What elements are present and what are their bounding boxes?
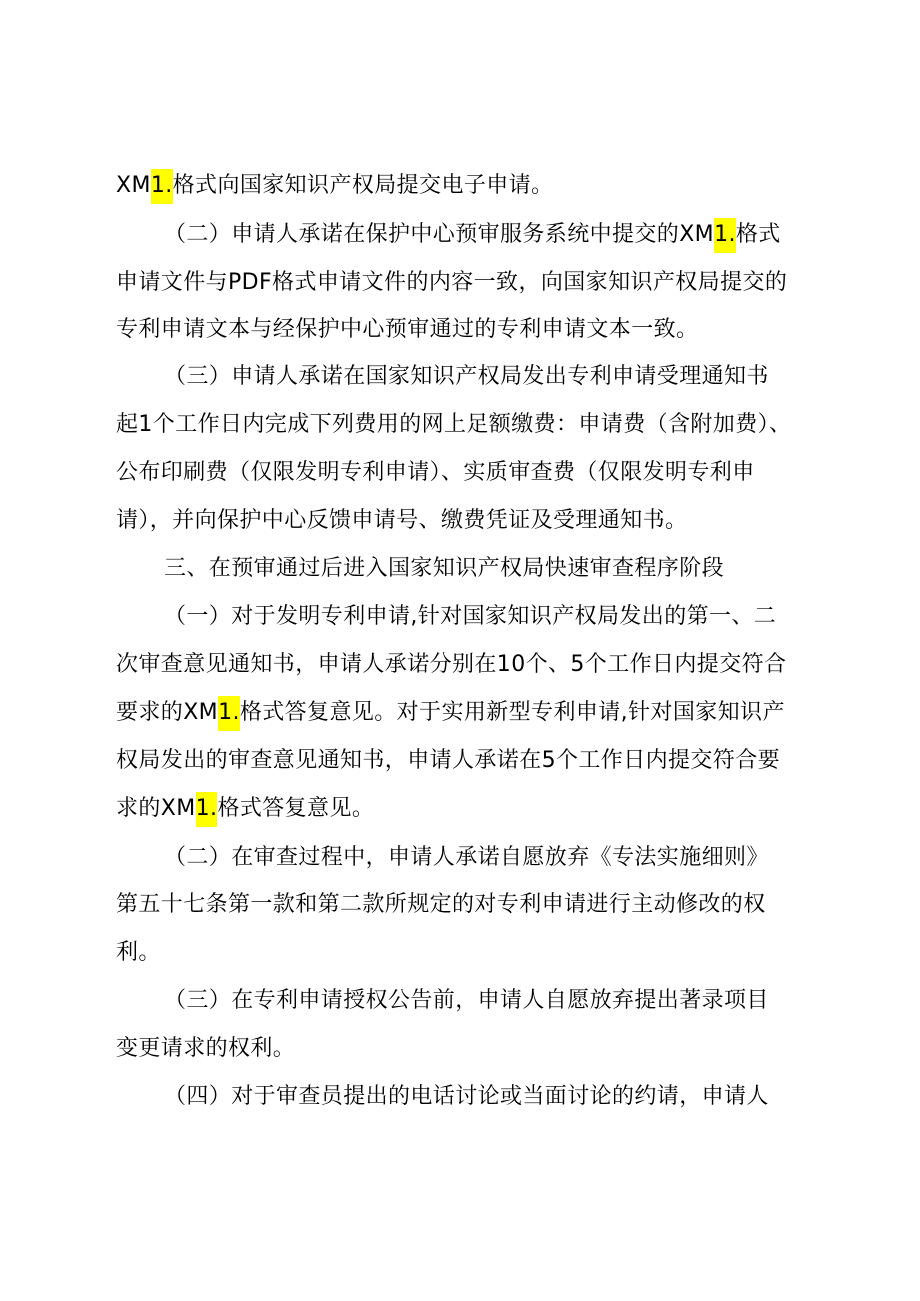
text-run: （四）对于审查员提出的电话讨论或当面讨论的约请，申请人 <box>164 1084 769 1109</box>
text-run: 格式向国家知识产权局提交电子申请。 <box>172 173 554 198</box>
text-run: 起1个工作日内完成下列费用的网上足额缴费：申请费（含附加费）、 <box>116 412 792 437</box>
text-run: 权局发出的审查意见通知书，申请人承诺在5个工作日内提交符合要 <box>116 748 780 773</box>
highlighted-text: 1. <box>714 218 736 253</box>
text-run: 专利申请文本与经保护中心预审通过的专利申请文本一致。 <box>116 317 699 342</box>
text-run: （三）在专利申请授权公告前，申请人自愿放弃提出著录项目 <box>164 988 769 1013</box>
text-line <box>116 745 816 777</box>
text-line <box>116 314 816 346</box>
text-line <box>164 842 864 874</box>
text-run: XM <box>116 173 151 198</box>
text-line <box>116 409 816 441</box>
text-line <box>116 505 816 537</box>
text-run: 格式答复意见。对于实用新型专利申请,针对国家知识产 <box>239 700 785 725</box>
text-run: （二）申请人承诺在保护中心预审服务系统中提交的XM <box>164 222 715 247</box>
text-line <box>116 793 816 825</box>
text-line <box>116 1033 816 1065</box>
text-line <box>116 649 816 681</box>
text-line <box>164 601 864 633</box>
text-run: 申请文件与PDF格式申请文件的内容一致，向国家知识产权局提交的 <box>116 270 788 295</box>
text-run: 求的XM <box>116 796 196 821</box>
text-run: （三）申请人承诺在国家知识产权局发出专利申请受理通知书 <box>164 364 769 389</box>
highlighted-text: 1. <box>218 696 240 731</box>
text-line <box>116 457 816 489</box>
text-run: 三、在预审通过后进入国家知识产权局快速审查程序阶段 <box>164 556 725 581</box>
text-run: 要求的XM <box>116 700 219 725</box>
highlighted-text: 1. <box>151 169 173 204</box>
text-run: 格式 <box>735 222 781 247</box>
text-run: 利。 <box>116 940 161 965</box>
text-run: 格式答复意见。 <box>217 796 375 821</box>
text-run: （一）对于发明专利申请,针对国家知识产权局发出的第一、二 <box>164 604 777 629</box>
text-line <box>116 170 816 202</box>
text-run: 请），并向保护中心反馈申请号、缴费凭证及受理通知书。 <box>116 508 688 533</box>
highlighted-text: 1. <box>196 792 218 827</box>
text-line <box>116 267 816 299</box>
text-line <box>116 889 816 921</box>
section-heading <box>164 553 864 585</box>
text-line <box>116 937 816 969</box>
text-line <box>116 697 816 729</box>
text-run: 公布印刷费（仅限发明专利申请）、实质审查费（仅限发明专利申 <box>116 460 755 485</box>
text-line <box>164 985 864 1017</box>
text-line <box>164 219 864 251</box>
text-run: 次审查意见通知书，申请人承诺分别在10个、5个工作日内提交符合 <box>116 652 787 677</box>
text-run: （二）在审查过程中，申请人承诺自愿放弃《专法实施细则》 <box>164 845 769 870</box>
text-line <box>164 1081 864 1113</box>
text-line <box>164 361 864 393</box>
text-run: 变更请求的权利。 <box>116 1036 296 1061</box>
text-run: 第五十七条第一款和第二款所规定的对专利申请进行主动修改的权 <box>116 892 766 917</box>
